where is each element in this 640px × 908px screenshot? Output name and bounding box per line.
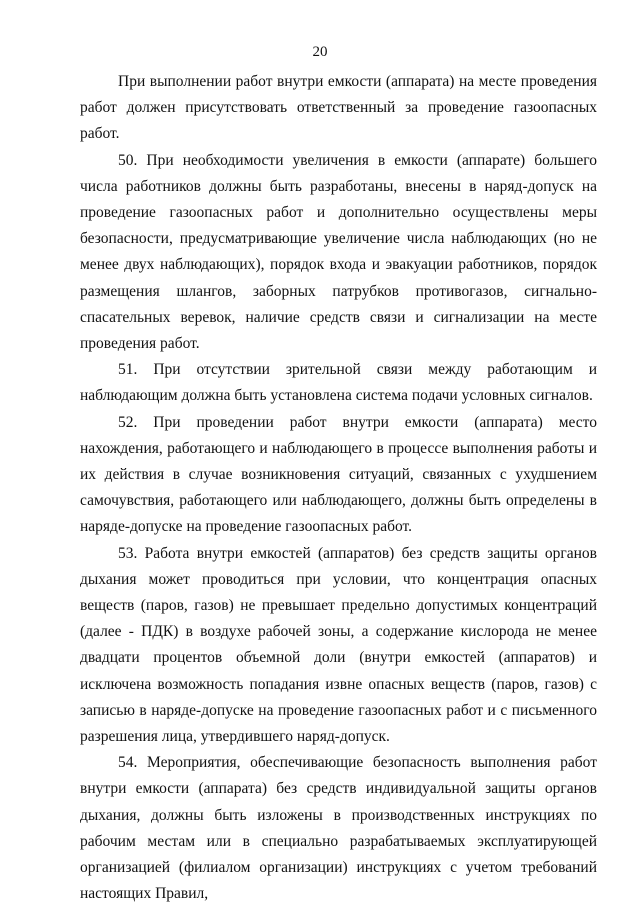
- document-body: [80, 69, 597, 908]
- paragraph-intro: При выполнении работ внутри емкости (аппарата) на месте проведения работ должен присутствовать ответственный за проведение газоопасных работ.: [80, 73, 597, 143]
- paragraph-54: 54. Мероприятия, обеспечивающие безопасность выполнения работ внутри емкости (аппарата) без средств индивидуальной защиты органов дыхания, должны быть изложены в производственных инструкциях по рабочим местам или в специально разрабатываемых эксплуатирующей организацией (филиалом организации) инструкциях с учетом требований настоящих Правил,: [80, 754, 597, 903]
- paragraph-53: 53. Работа внутри емкостей (аппаратов) без средств защиты органов дыхания может проводиться при условии, что концентрация опасных веществ (паров, газов) не превышает предельно допустимых концентраций (далее - ПДК) в воздухе рабочей зоны, а содержание кислорода не менее двадцати процентов объемной доли (внутри емкостей (аппаратов) и исключена возможность попадания извне опасных веществ (паров, газов) с записью в наряде-допуске на проведение газоопасных работ и с письменного разрешения лица, утвердившего наряд-допуск.: [80, 544, 597, 746]
- paragraph-52: 52. При проведении работ внутри емкости (аппарата) место нахождения, работающего и наблюдающего в процессе выполнения работы и их действия в случае возникновения ситуаций, связанных с ухудшением самочувствия, работающего или наблюдающего, должны быть определены в наряде-допуске на проведение газоопасных работ.: [80, 413, 597, 536]
- paragraph-50: 50. При необходимости увеличения в емкости (аппарате) большего числа работников должны быть разработаны, внесены в наряд-допуск на проведение газоопасных работ и дополнительно осуществлены меры безопасности, предусматривающие увеличение числа наблюдающих (но не менее двух наблюдающих), порядок входа и эвакуации работников, порядок размещения шлангов, заборных патрубков противогазов, сигнально-спасательных веревок, наличие средств связи и сигнализации на месте проведения работ.: [80, 151, 597, 353]
- page-number: 20: [312, 44, 328, 60]
- paragraph-51: 51. При отсутствии зрительной связи между работающим и наблюдающим должна быть установлена система подачи условных сигналов.: [80, 361, 597, 405]
